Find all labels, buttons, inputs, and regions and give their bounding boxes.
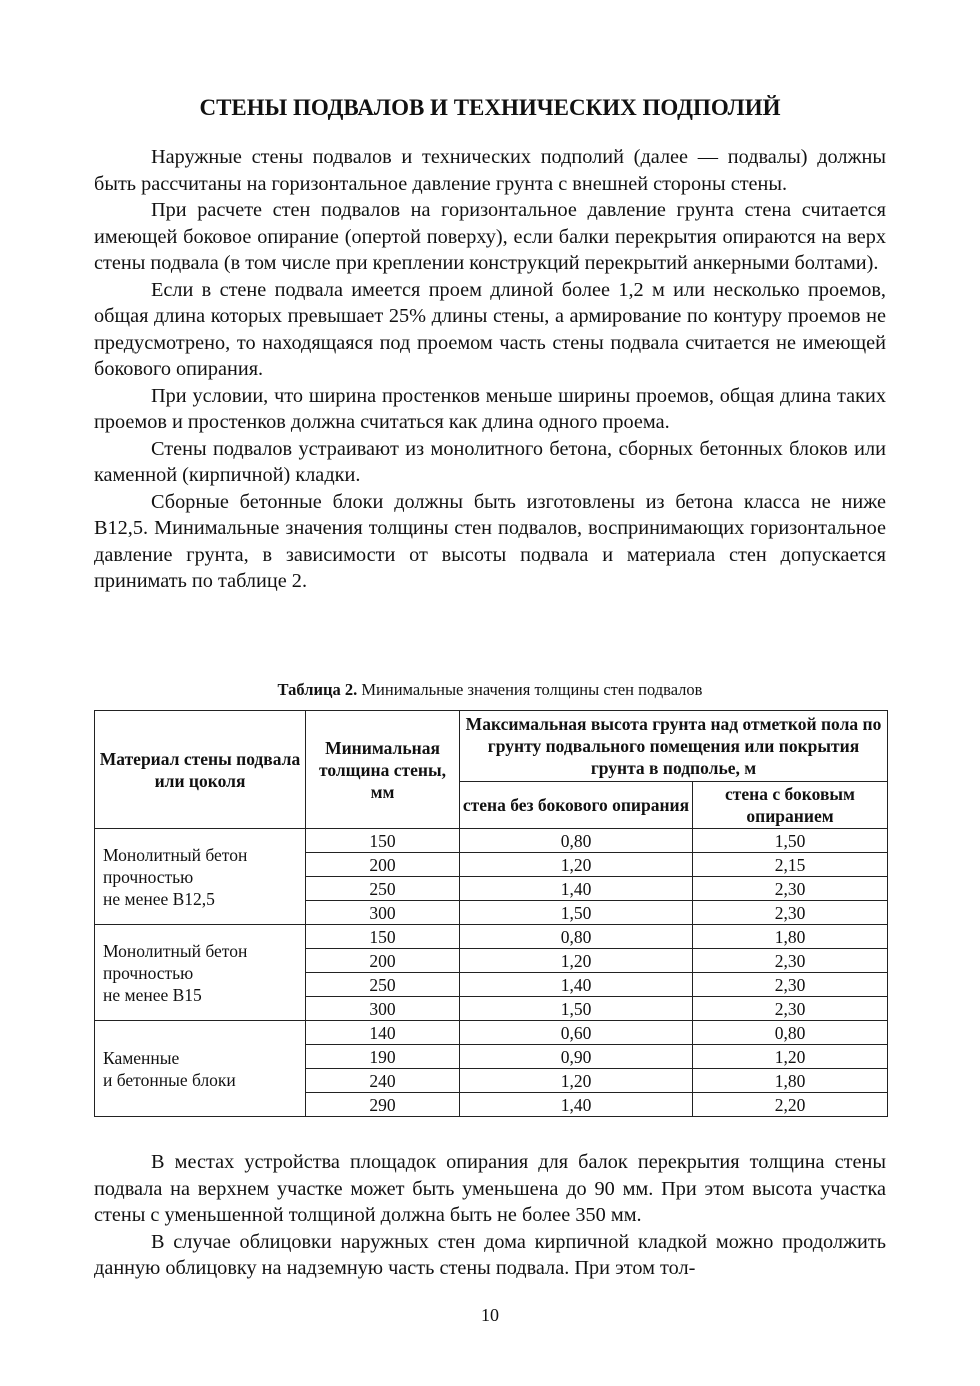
- header-thickness: Минимальная толщина стены, мм: [306, 711, 460, 829]
- thickness-cell: 300: [306, 901, 460, 925]
- with-support-cell: 1,80: [693, 925, 888, 949]
- header-without-support: стена без бокового опирания: [460, 782, 693, 829]
- without-support-cell: 1,20: [460, 1069, 693, 1093]
- thickness-cell: 150: [306, 829, 460, 853]
- thickness-cell: 290: [306, 1093, 460, 1117]
- thickness-cell: 190: [306, 1045, 460, 1069]
- thickness-cell: 300: [306, 997, 460, 1021]
- without-support-cell: 1,40: [460, 877, 693, 901]
- without-support-cell: 1,50: [460, 997, 693, 1021]
- with-support-cell: 1,50: [693, 829, 888, 853]
- material-line: прочностью: [103, 962, 194, 983]
- table-caption-label: Таблица 2.: [277, 680, 358, 699]
- without-support-cell: 0,60: [460, 1021, 693, 1045]
- without-support-cell: 0,80: [460, 925, 693, 949]
- paragraph: В местах устройства площадок опирания для балок перекрытия толщина стены подвала на верхнем участке может быть уменьшена до 90 мм. При этом высота участка стены с уменьшенной толщиной должна быть не более 350 мм.: [94, 1151, 886, 1226]
- thickness-cell: 150: [306, 925, 460, 949]
- material-line: Монолитный бетон: [103, 940, 248, 961]
- header-max-height: Максимальная высота грунта над отметкой пола по грунту подвального помещения или покрытия грунта в подполье, м: [460, 711, 888, 782]
- without-support-cell: 1,40: [460, 973, 693, 997]
- with-support-cell: 2,30: [693, 877, 888, 901]
- material-cell: [95, 1021, 306, 1117]
- thickness-cell: 240: [306, 1069, 460, 1093]
- material-line: прочностью: [103, 866, 194, 887]
- without-support-cell: 1,50: [460, 901, 693, 925]
- with-support-cell: 2,30: [693, 949, 888, 973]
- thickness-cell: 250: [306, 973, 460, 997]
- header-material: Материал стены подвала или цоколя: [95, 711, 306, 829]
- body-text-top: [94, 144, 886, 595]
- body-text-bottom: [94, 1149, 886, 1282]
- with-support-cell: 2,30: [693, 973, 888, 997]
- material-cell: [95, 829, 306, 925]
- without-support-cell: 1,20: [460, 949, 693, 973]
- with-support-cell: 0,80: [693, 1021, 888, 1045]
- thickness-cell: 200: [306, 853, 460, 877]
- table-row: [95, 1021, 888, 1045]
- table-row: [95, 925, 888, 949]
- without-support-cell: 1,20: [460, 853, 693, 877]
- paragraph: При условии, что ширина простенков меньше ширины проемов, общая длина таких проемов и простенков должна считаться как длина одного проема.: [94, 384, 886, 433]
- without-support-cell: 1,40: [460, 1093, 693, 1117]
- paragraph: В случае облицовки наружных стен дома кирпичной кладкой можно продолжить данную облицовку на надземную часть стены подвала. При этом тол-: [94, 1230, 886, 1279]
- with-support-cell: 2,30: [693, 997, 888, 1021]
- with-support-cell: 1,20: [693, 1045, 888, 1069]
- table-caption: [94, 679, 886, 701]
- material-cell: [95, 925, 306, 1021]
- without-support-cell: 0,80: [460, 829, 693, 853]
- wall-thickness-table: [94, 710, 888, 1117]
- material-line: Монолитный бетон: [103, 844, 248, 865]
- paragraph: Если в стене подвала имеется проем длиной более 1,2 м или несколько проемов, общая длина которых превышает 25% длины стены, а армирование по контуру проемов не предусмотрено, то находящаяся под проемом часть стены подвала считается не имеющей бокового опирания.: [94, 278, 886, 380]
- table-row: [95, 829, 888, 853]
- thickness-cell: 200: [306, 949, 460, 973]
- with-support-cell: 2,20: [693, 1093, 888, 1117]
- with-support-cell: 2,15: [693, 853, 888, 877]
- page-title: СТЕНЫ ПОДВАЛОВ И ТЕХНИЧЕСКИХ ПОДПОЛИЙ: [199, 95, 781, 120]
- with-support-cell: 1,80: [693, 1069, 888, 1093]
- material-line: не менее В12,5: [103, 888, 215, 909]
- with-support-cell: 2,30: [693, 901, 888, 925]
- thickness-cell: 140: [306, 1021, 460, 1045]
- without-support-cell: 0,90: [460, 1045, 693, 1069]
- page-number: 10: [481, 1305, 499, 1325]
- paragraph: Стены подвалов устраивают из монолитного бетона, сборных бетонных блоков или каменной (кирпичной) кладки.: [94, 437, 886, 486]
- paragraph: Наружные стены подвалов и технических подполий (далее — подвалы) должны быть рассчитаны на горизонтальное давление грунта с внешней стороны стены.: [94, 146, 886, 195]
- thickness-cell: 250: [306, 877, 460, 901]
- paragraph: При расчете стен подвалов на горизонтальное давление грунта стена считается имеющей боковое опирание (опертой поверху), если балки перекрытия опираются на верх стены подвала (в том числе при креплении конструкций перекрытий анкерными болтами).: [94, 199, 886, 274]
- header-with-support: стена с боковым опиранием: [693, 782, 888, 829]
- material-line: не менее В15: [103, 984, 202, 1005]
- material-line: и бетонные блоки: [103, 1069, 236, 1090]
- material-line: Каменные: [103, 1047, 180, 1068]
- paragraph: Сборные бетонные блоки должны быть изготовлены из бетона класса не ниже В12,5. Минимальные значения толщины стен подвалов, воспринимающих горизонтальное давление грунта, в зависимости от высоты подвала и материала стен допускается принимать по таблице 2.: [94, 490, 886, 592]
- table-caption-text: Минимальные значения толщины стен подвалов: [357, 680, 703, 699]
